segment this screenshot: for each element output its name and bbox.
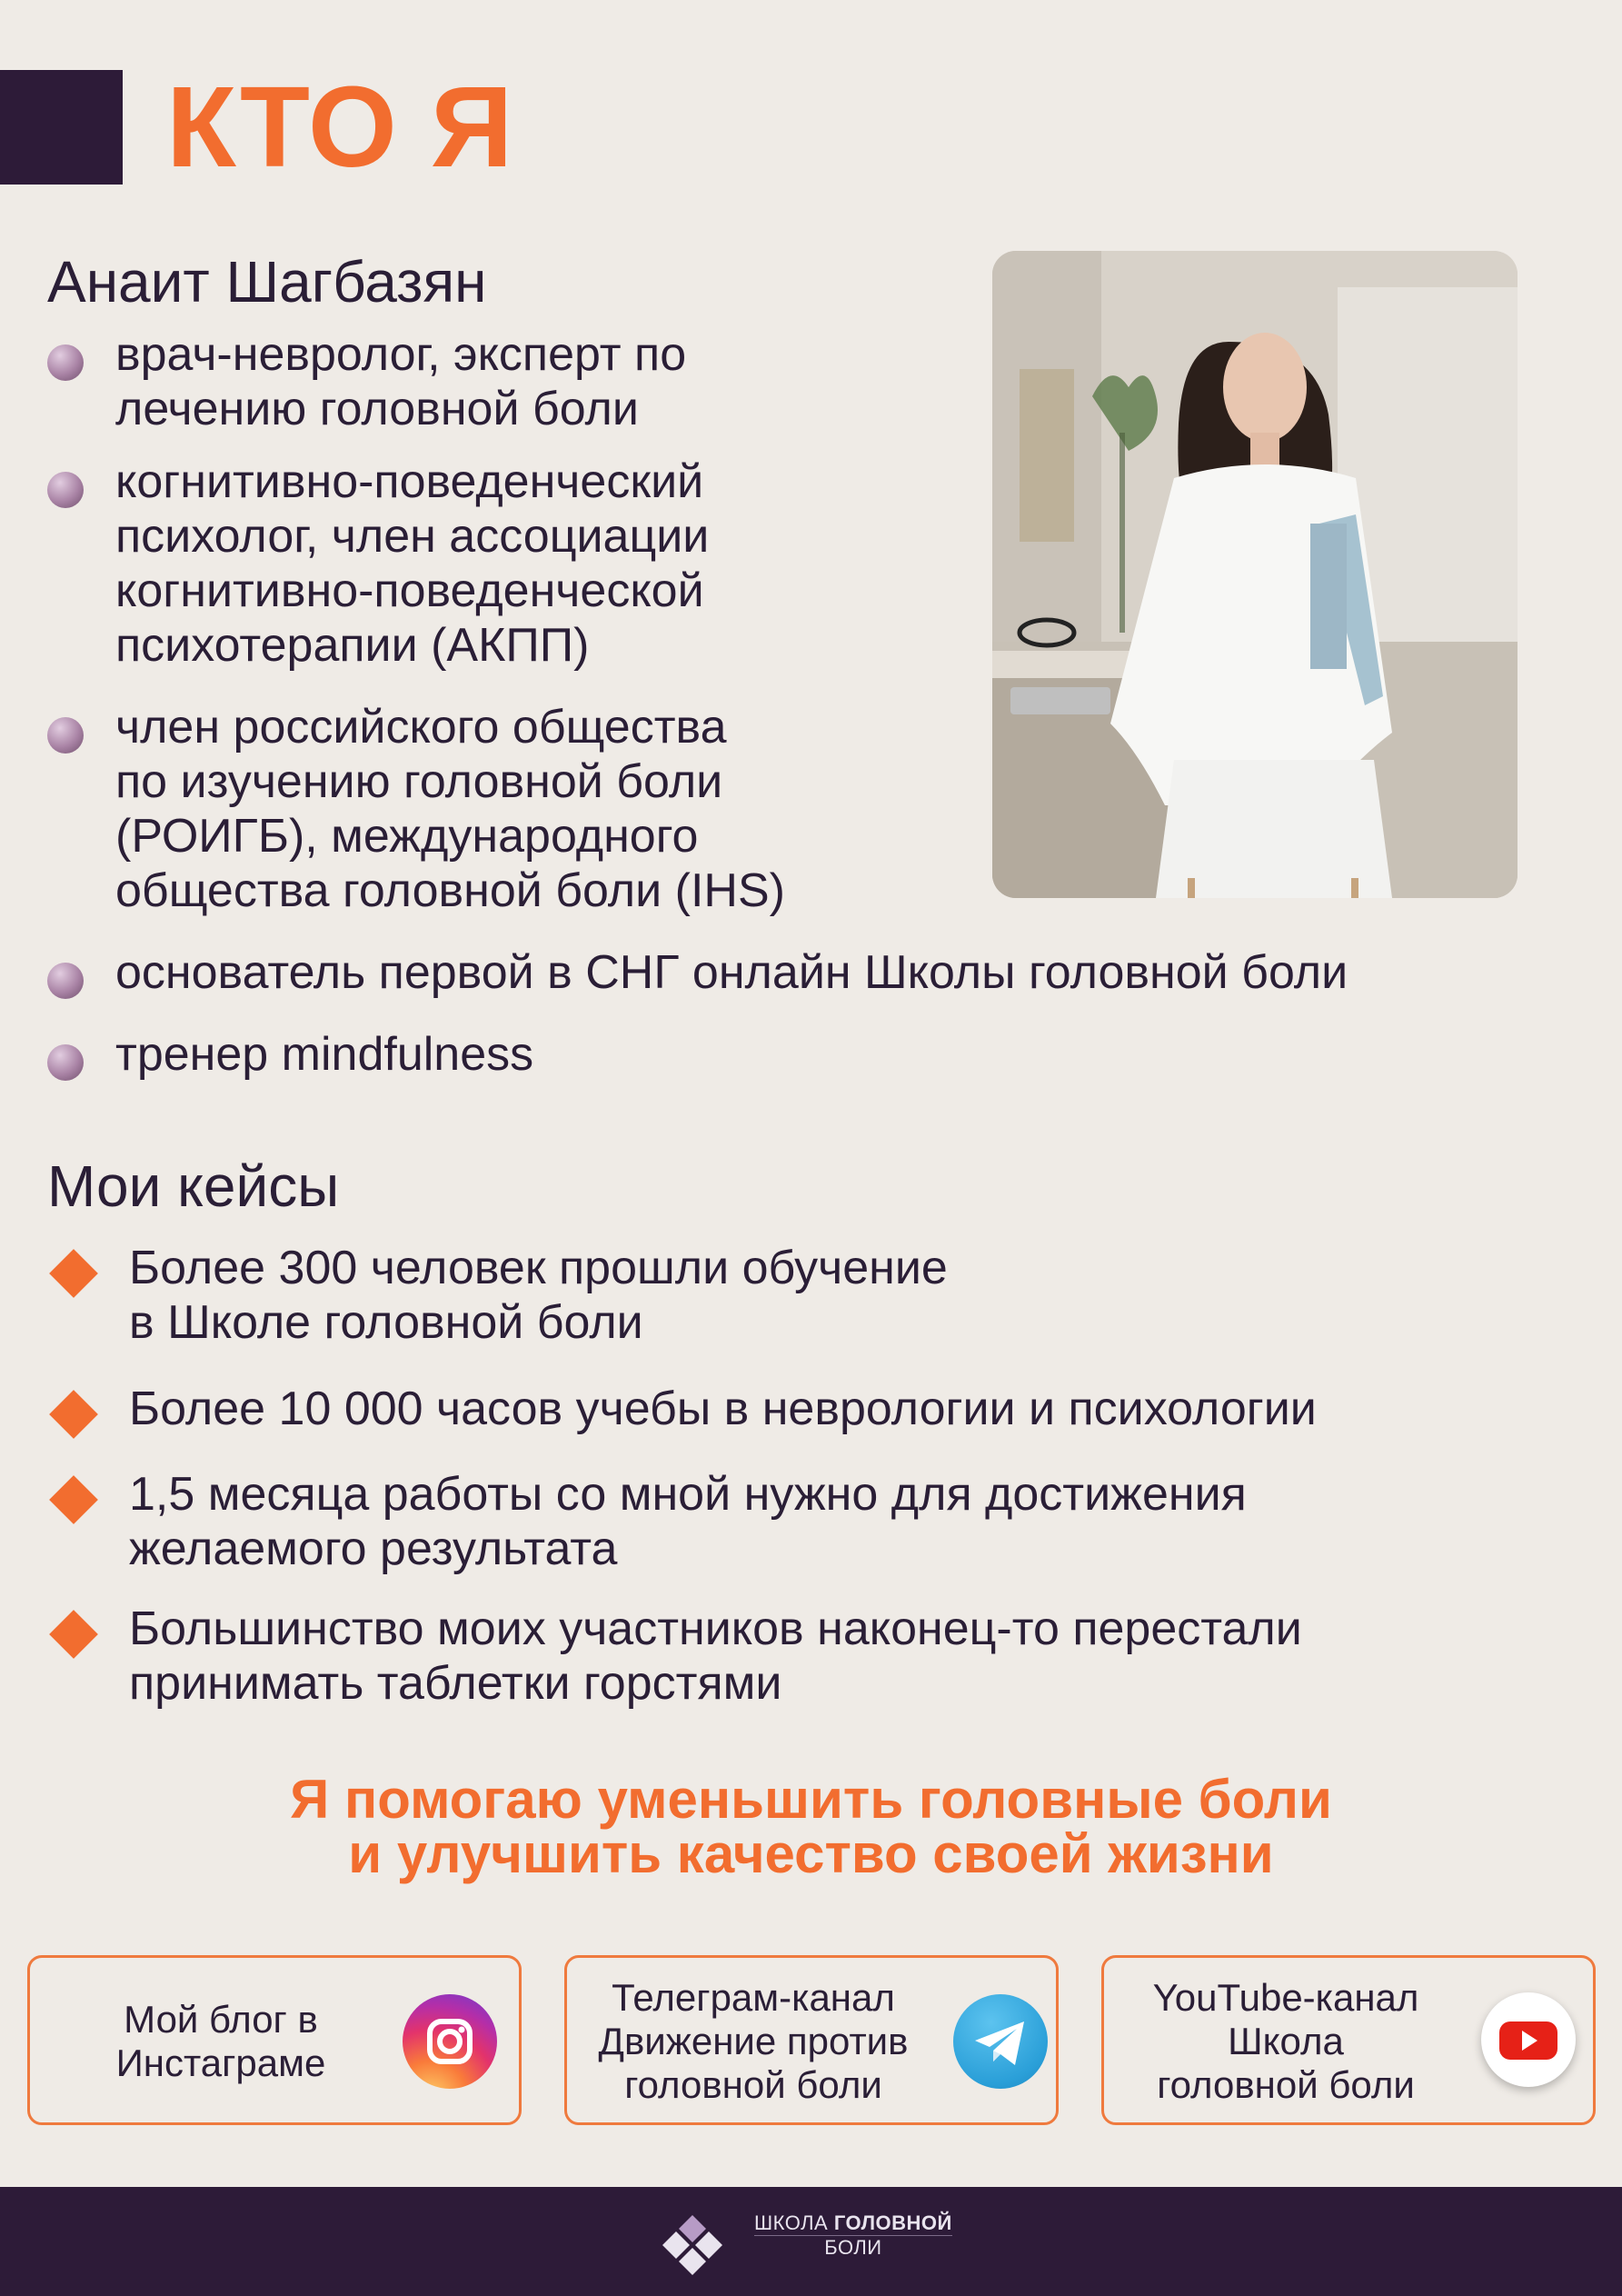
youtube-card-label: YouTube-канал Школа головной боли [1152, 1976, 1419, 2106]
school-logo-text: ШКОЛА ГОЛОВНОЙ БОЛИ [754, 2211, 952, 2259]
case-item: Более 300 человек прошли обучение в Школе головной боли [47, 1241, 1592, 1350]
diamond-bullet-icon [49, 1475, 98, 1524]
instagram-link-card[interactable] [27, 1955, 522, 2125]
youtube-link-card[interactable] [1101, 1955, 1596, 2125]
bullet-dot-icon [47, 717, 84, 754]
profile-name: Анаит Шагбазян [47, 249, 487, 314]
bullet-dot-icon [47, 344, 84, 381]
bio-item: врач-невролог, эксперт по лечению головной боли [47, 327, 1592, 436]
title-accent-bar [0, 70, 123, 185]
cases-list [47, 1241, 1592, 1711]
bio-item: основатель первой в СНГ онлайн Школы головной боли [47, 945, 1592, 1000]
diamond-bullet-icon [49, 1249, 98, 1298]
bio-list [47, 327, 1592, 1082]
tagline: Я помогаю уменьшить головные боли и улучшить качество своей жизни [290, 1769, 1332, 1884]
page-title: КТО Я [166, 63, 514, 191]
bullet-dot-icon [47, 963, 84, 999]
youtube-icon[interactable] [1481, 1992, 1576, 2087]
bullet-dot-icon [47, 472, 84, 508]
bio-item: когнитивно-поведенческий психолог, член ассоциации когнитивно-поведенческой психотерапии (АКПП) [47, 454, 1592, 673]
telegram-link-card[interactable] [564, 1955, 1059, 2125]
cases-title: Мои кейсы [47, 1153, 340, 1219]
bio-item: тренер mindfulness [47, 1027, 1592, 1082]
school-logo-icon [659, 2211, 726, 2279]
instagram-card-label: Мой блог в Инстаграме [115, 1998, 326, 2084]
case-item: Большинство моих участников наконец-то перестали принимать таблетки горстями [47, 1602, 1592, 1711]
case-item: Более 10 000 часов учебы в неврологии и психологии [47, 1382, 1592, 1436]
footer [0, 2187, 1622, 2296]
bio-item: член российского общества по изучению головной боли (РОИГБ), международного общества головной боли (IHS) [47, 700, 1592, 918]
telegram-icon[interactable] [953, 1994, 1048, 2089]
bullet-dot-icon [47, 1044, 84, 1081]
diamond-bullet-icon [49, 1390, 98, 1439]
diamond-bullet-icon [49, 1610, 98, 1659]
case-item: 1,5 месяца работы со мной нужно для достижения желаемого результата [47, 1467, 1592, 1576]
telegram-card-label: Телеграм-канал Движение против головной боли [598, 1976, 909, 2106]
instagram-icon[interactable] [403, 1994, 497, 2089]
